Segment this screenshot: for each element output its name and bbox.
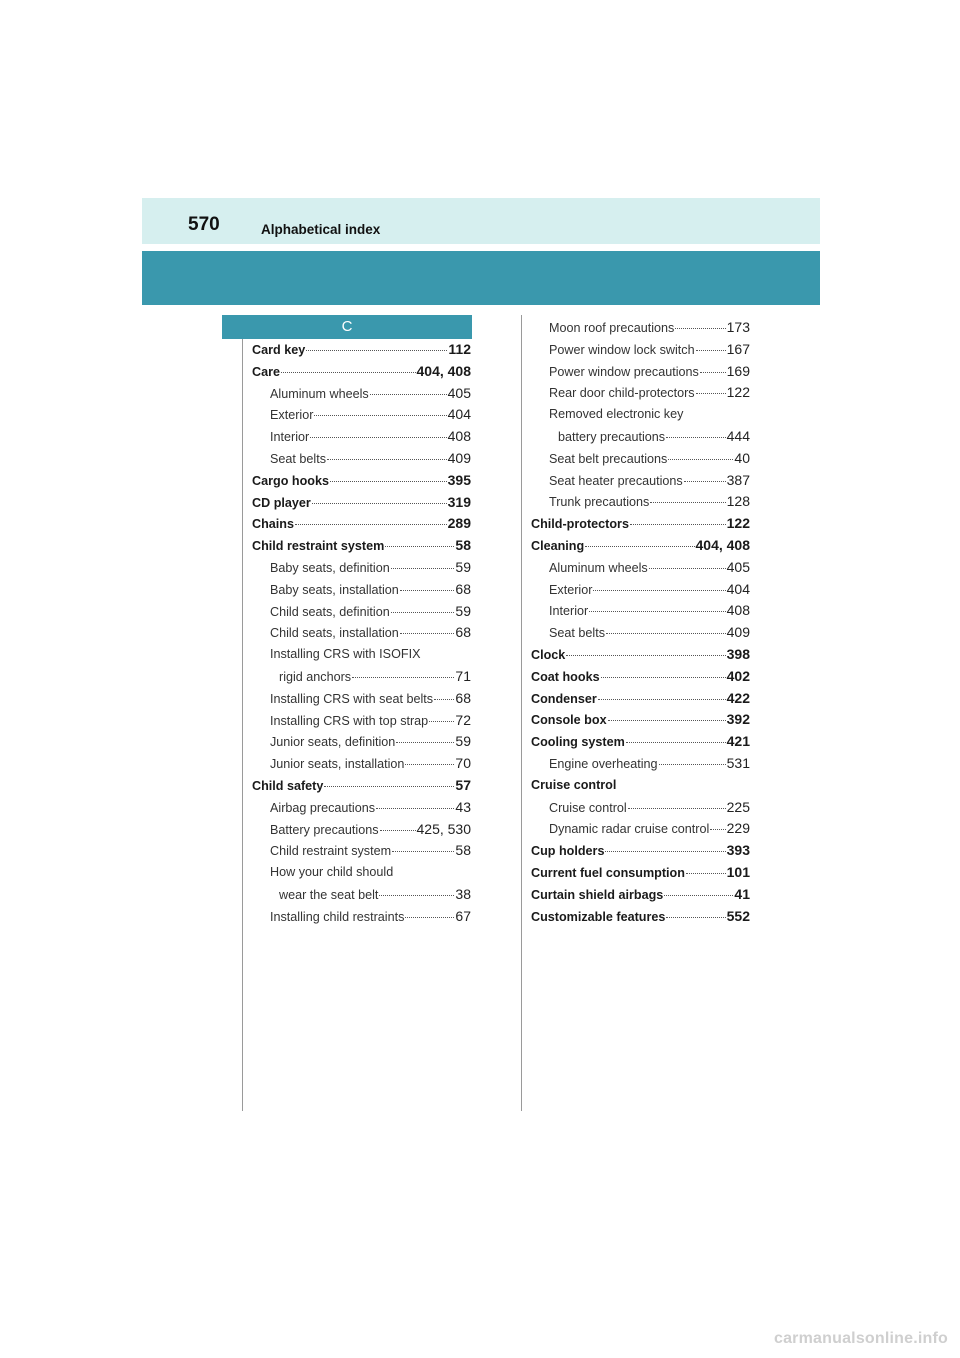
index-entry-page: 59 xyxy=(455,602,471,619)
dot-leader xyxy=(312,502,447,504)
dot-leader xyxy=(696,392,726,394)
index-entry-label: Dynamic radar cruise control xyxy=(549,822,710,837)
index-entry xyxy=(252,862,471,884)
dot-leader xyxy=(666,436,726,438)
index-entry-page: 409 xyxy=(726,624,750,641)
dot-leader xyxy=(370,393,447,395)
index-column-right xyxy=(531,317,750,927)
dot-leader xyxy=(281,371,415,373)
index-entry xyxy=(252,688,471,710)
index-entry-page: 531 xyxy=(726,754,750,771)
dot-leader xyxy=(434,698,454,700)
index-entry-label: Installing CRS with seat belts xyxy=(270,691,434,706)
section-letter-tab: C xyxy=(222,315,472,339)
dot-leader xyxy=(664,894,733,896)
dot-leader xyxy=(696,349,726,351)
dot-leader xyxy=(295,523,447,525)
index-entry-label: Cruise control xyxy=(531,777,617,792)
index-column-left xyxy=(252,339,471,928)
dot-leader xyxy=(710,828,725,830)
index-entry-label: Aluminum wheels xyxy=(270,386,369,401)
index-entry xyxy=(252,710,471,732)
index-entry-label: Interior xyxy=(270,430,310,445)
index-entry-page: 167 xyxy=(726,340,750,357)
index-entry-label: Seat belts xyxy=(549,626,606,641)
index-entry-label: Removed electronic key xyxy=(549,407,684,422)
dot-leader xyxy=(310,436,446,438)
index-entry xyxy=(531,840,750,862)
index-entry xyxy=(252,753,471,775)
dot-leader xyxy=(649,567,726,569)
page-number: 570 xyxy=(188,214,220,235)
dot-leader xyxy=(700,371,726,373)
index-entry-page: 405 xyxy=(726,558,750,575)
index-entry xyxy=(252,819,471,841)
index-entry-label: CD player xyxy=(252,495,311,510)
dot-leader xyxy=(684,480,726,482)
index-entry-page: 68 xyxy=(455,689,471,706)
index-entry xyxy=(531,361,750,383)
index-entry-label: wear the seat belt xyxy=(279,887,379,902)
index-entry-label: Cleaning xyxy=(531,538,585,553)
index-entry-page: 68 xyxy=(455,580,471,597)
index-entry-page: 404 xyxy=(447,406,471,423)
index-entry-label: Seat belts xyxy=(270,451,327,466)
index-entry-page: 59 xyxy=(455,558,471,575)
index-entry xyxy=(531,906,750,928)
dot-leader xyxy=(327,458,447,460)
index-entry xyxy=(252,339,471,361)
index-entry xyxy=(531,448,750,470)
index-entry-label: Clock xyxy=(531,647,566,662)
index-entry-page: 40 xyxy=(734,449,750,466)
index-entry xyxy=(531,513,750,535)
index-entry-page: 404, 408 xyxy=(695,536,750,553)
index-entry-label: Care xyxy=(252,364,281,379)
dot-leader xyxy=(606,632,726,634)
index-entry-page: 408 xyxy=(447,428,471,445)
index-entry xyxy=(252,535,471,557)
index-entry xyxy=(531,818,750,840)
dot-leader xyxy=(392,850,454,852)
index-entry xyxy=(531,470,750,492)
dot-leader xyxy=(385,545,454,547)
index-entry-label: Interior xyxy=(549,604,589,619)
index-entry xyxy=(252,492,471,514)
index-entry xyxy=(252,731,471,753)
index-entry-page: 404 xyxy=(726,580,750,597)
index-entry-page: 122 xyxy=(726,384,750,401)
index-entry-label: Card key xyxy=(252,343,306,357)
index-entry xyxy=(531,579,750,601)
index-entry-page: 402 xyxy=(726,667,750,684)
index-entry xyxy=(252,666,471,688)
index-entry xyxy=(252,426,471,448)
index-entry-label: Cruise control xyxy=(549,800,627,815)
index-entry xyxy=(531,666,750,688)
dot-leader xyxy=(630,523,726,525)
header-band xyxy=(142,198,820,244)
index-entry xyxy=(252,906,471,928)
dot-leader xyxy=(628,807,726,809)
index-entry-page: 393 xyxy=(726,842,750,859)
index-entry xyxy=(252,579,471,601)
index-entry-page: 67 xyxy=(455,907,471,924)
dot-leader xyxy=(608,719,726,721)
index-entry-label: Trunk precautions xyxy=(549,495,650,510)
index-entry-page: 58 xyxy=(455,842,471,859)
left-column-rule xyxy=(242,339,243,1111)
watermark: carmanualsonline.info xyxy=(773,1330,948,1347)
index-entry-page: 71 xyxy=(455,667,471,684)
index-entry xyxy=(252,622,471,644)
dot-leader xyxy=(380,829,416,831)
index-entry-page: 225 xyxy=(726,798,750,815)
index-entry-page: 122 xyxy=(726,515,750,532)
dot-leader xyxy=(605,850,725,852)
index-entry-label: Junior seats, installation xyxy=(270,757,405,772)
dot-leader xyxy=(405,763,454,765)
index-entry-page: 319 xyxy=(447,493,471,510)
index-entry xyxy=(252,361,471,383)
index-entry-label: Rear door child-protectors xyxy=(549,386,695,401)
index-entry-page: 68 xyxy=(455,624,471,641)
dot-leader xyxy=(666,916,725,918)
index-entry-label: Chains xyxy=(252,517,294,532)
index-entry xyxy=(252,513,471,535)
index-entry-label: Seat belt precautions xyxy=(549,451,668,466)
dot-leader xyxy=(376,807,454,809)
index-entry xyxy=(531,535,750,557)
index-entry xyxy=(531,557,750,579)
index-entry-label: Engine overheating xyxy=(549,756,658,771)
index-entry-label: rigid anchors xyxy=(279,669,352,684)
index-entry-page: 395 xyxy=(447,471,471,488)
index-entry-label: Exterior xyxy=(549,582,593,597)
index-entry xyxy=(531,491,750,513)
index-entry xyxy=(252,448,471,470)
index-entry-label: Cooling system xyxy=(531,735,625,750)
index-entry-label: Moon roof precautions xyxy=(549,321,675,335)
index-entry-label: Curtain shield airbags xyxy=(531,887,664,902)
index-entry xyxy=(252,797,471,819)
index-entry xyxy=(531,753,750,775)
index-entry xyxy=(531,382,750,404)
index-entry-page: 405 xyxy=(447,384,471,401)
right-column-rule xyxy=(521,315,522,1111)
index-entry-page: 398 xyxy=(726,645,750,662)
dot-leader xyxy=(429,720,454,722)
index-entry xyxy=(252,383,471,405)
index-entry xyxy=(531,339,750,361)
index-entry-page: 392 xyxy=(726,711,750,728)
index-entry-label: Cup holders xyxy=(531,844,605,859)
index-entry xyxy=(531,317,750,339)
dot-leader xyxy=(400,589,455,591)
index-entry xyxy=(531,775,750,797)
dot-leader xyxy=(566,654,725,656)
dot-leader xyxy=(659,763,726,765)
index-entry-page: 59 xyxy=(455,733,471,750)
index-entry xyxy=(252,775,471,797)
index-entry xyxy=(252,601,471,623)
index-entry-page: 552 xyxy=(726,907,750,924)
dot-leader xyxy=(379,894,454,896)
index-entry xyxy=(531,644,750,666)
index-entry-page: 43 xyxy=(455,798,471,815)
index-entry-page: 72 xyxy=(455,711,471,728)
index-entry-label: Exterior xyxy=(270,408,314,423)
index-entry xyxy=(252,840,471,862)
index-entry-page: 101 xyxy=(726,863,750,880)
index-entry-page: 57 xyxy=(455,776,471,793)
dot-leader xyxy=(324,785,454,787)
dot-leader xyxy=(352,676,454,678)
dot-leader xyxy=(626,741,726,743)
index-entry-label: Baby seats, definition xyxy=(270,560,390,575)
index-entry xyxy=(252,557,471,579)
dot-leader xyxy=(396,741,454,743)
index-entry-label: Console box xyxy=(531,713,607,728)
index-entry-label: Junior seats, definition xyxy=(270,735,396,750)
dot-leader xyxy=(650,501,725,503)
index-entry-label: Child restraint system xyxy=(252,539,385,554)
index-entry-label: Child seats, installation xyxy=(270,626,399,641)
index-entry xyxy=(531,404,750,426)
index-entry-page: 169 xyxy=(726,362,750,379)
index-entry-label: Child-protectors xyxy=(531,517,629,532)
index-entry-label: How your child should xyxy=(270,865,394,880)
index-entry xyxy=(531,600,750,622)
index-entry xyxy=(531,426,750,448)
index-entry-label: Installing CRS with top strap xyxy=(270,713,429,728)
dot-leader xyxy=(391,567,455,569)
dot-leader xyxy=(598,698,726,700)
index-entry-page: 289 xyxy=(447,515,471,532)
index-entry-page: 41 xyxy=(734,885,750,902)
index-entry xyxy=(531,688,750,710)
index-entry-page: 422 xyxy=(726,689,750,706)
index-entry-label: Condenser xyxy=(531,691,597,706)
dot-leader xyxy=(405,916,454,918)
dot-leader xyxy=(314,414,446,416)
dot-leader xyxy=(668,458,733,460)
index-entry-page: 58 xyxy=(455,537,471,554)
index-entry-label: Aluminum wheels xyxy=(549,560,648,575)
page-title: Alphabetical index xyxy=(261,222,381,237)
index-entry xyxy=(531,622,750,644)
index-entry-page: 70 xyxy=(455,755,471,772)
index-entry xyxy=(531,884,750,906)
index-entry-label: Cargo hooks xyxy=(252,473,329,488)
index-entry-page: 128 xyxy=(726,493,750,510)
dot-leader xyxy=(585,545,694,547)
index-entry-label: Power window precautions xyxy=(549,364,699,379)
index-entry-label: Current fuel consumption xyxy=(531,865,685,880)
index-entry-page: 38 xyxy=(455,885,471,902)
dot-leader xyxy=(589,610,725,612)
dot-leader xyxy=(601,676,726,678)
index-entry xyxy=(252,470,471,492)
index-entry-label: Battery precautions xyxy=(270,822,379,837)
index-entry-page: 408 xyxy=(726,602,750,619)
dot-leader xyxy=(391,611,455,613)
index-entry-label: Airbag precautions xyxy=(270,800,376,815)
index-entry-label: Child restraint system xyxy=(270,844,392,859)
index-entry-page: 404, 408 xyxy=(416,362,471,379)
index-entry-label: Power window lock switch xyxy=(549,342,695,357)
dot-leader xyxy=(330,480,447,482)
index-entry xyxy=(252,884,471,906)
index-entry-label: Seat heater precautions xyxy=(549,473,683,488)
index-entry xyxy=(531,862,750,884)
index-entry-page: 421 xyxy=(726,733,750,750)
index-entry-page: 229 xyxy=(726,820,750,837)
index-entry-page: 409 xyxy=(447,449,471,466)
index-entry xyxy=(531,797,750,819)
index-entry-page: 112 xyxy=(448,341,471,357)
dot-leader xyxy=(686,872,726,874)
index-entry xyxy=(531,709,750,731)
dot-leader xyxy=(306,349,447,351)
index-entry-page: 425, 530 xyxy=(416,820,471,837)
index-entry-label: Installing child restraints xyxy=(270,909,405,924)
index-entry-page: 173 xyxy=(726,319,750,335)
index-entry-label: Customizable features xyxy=(531,909,666,924)
index-entry-label: Installing CRS with ISOFIX xyxy=(270,647,421,662)
index-entry-label: battery precautions xyxy=(558,429,666,444)
index-entry-page: 387 xyxy=(726,471,750,488)
index-entry-label: Child safety xyxy=(252,778,324,793)
index-entry xyxy=(252,644,471,666)
index-entry-page: 444 xyxy=(726,427,750,444)
index-entry xyxy=(252,404,471,426)
index-entry-label: Child seats, definition xyxy=(270,604,390,619)
index-entry xyxy=(531,731,750,753)
dot-leader xyxy=(675,327,725,329)
index-entry-label: Baby seats, installation xyxy=(270,582,399,597)
dot-leader xyxy=(400,632,455,634)
section-title-bar xyxy=(142,251,820,305)
index-entry-label: Coat hooks xyxy=(531,669,600,684)
dot-leader xyxy=(593,589,725,591)
